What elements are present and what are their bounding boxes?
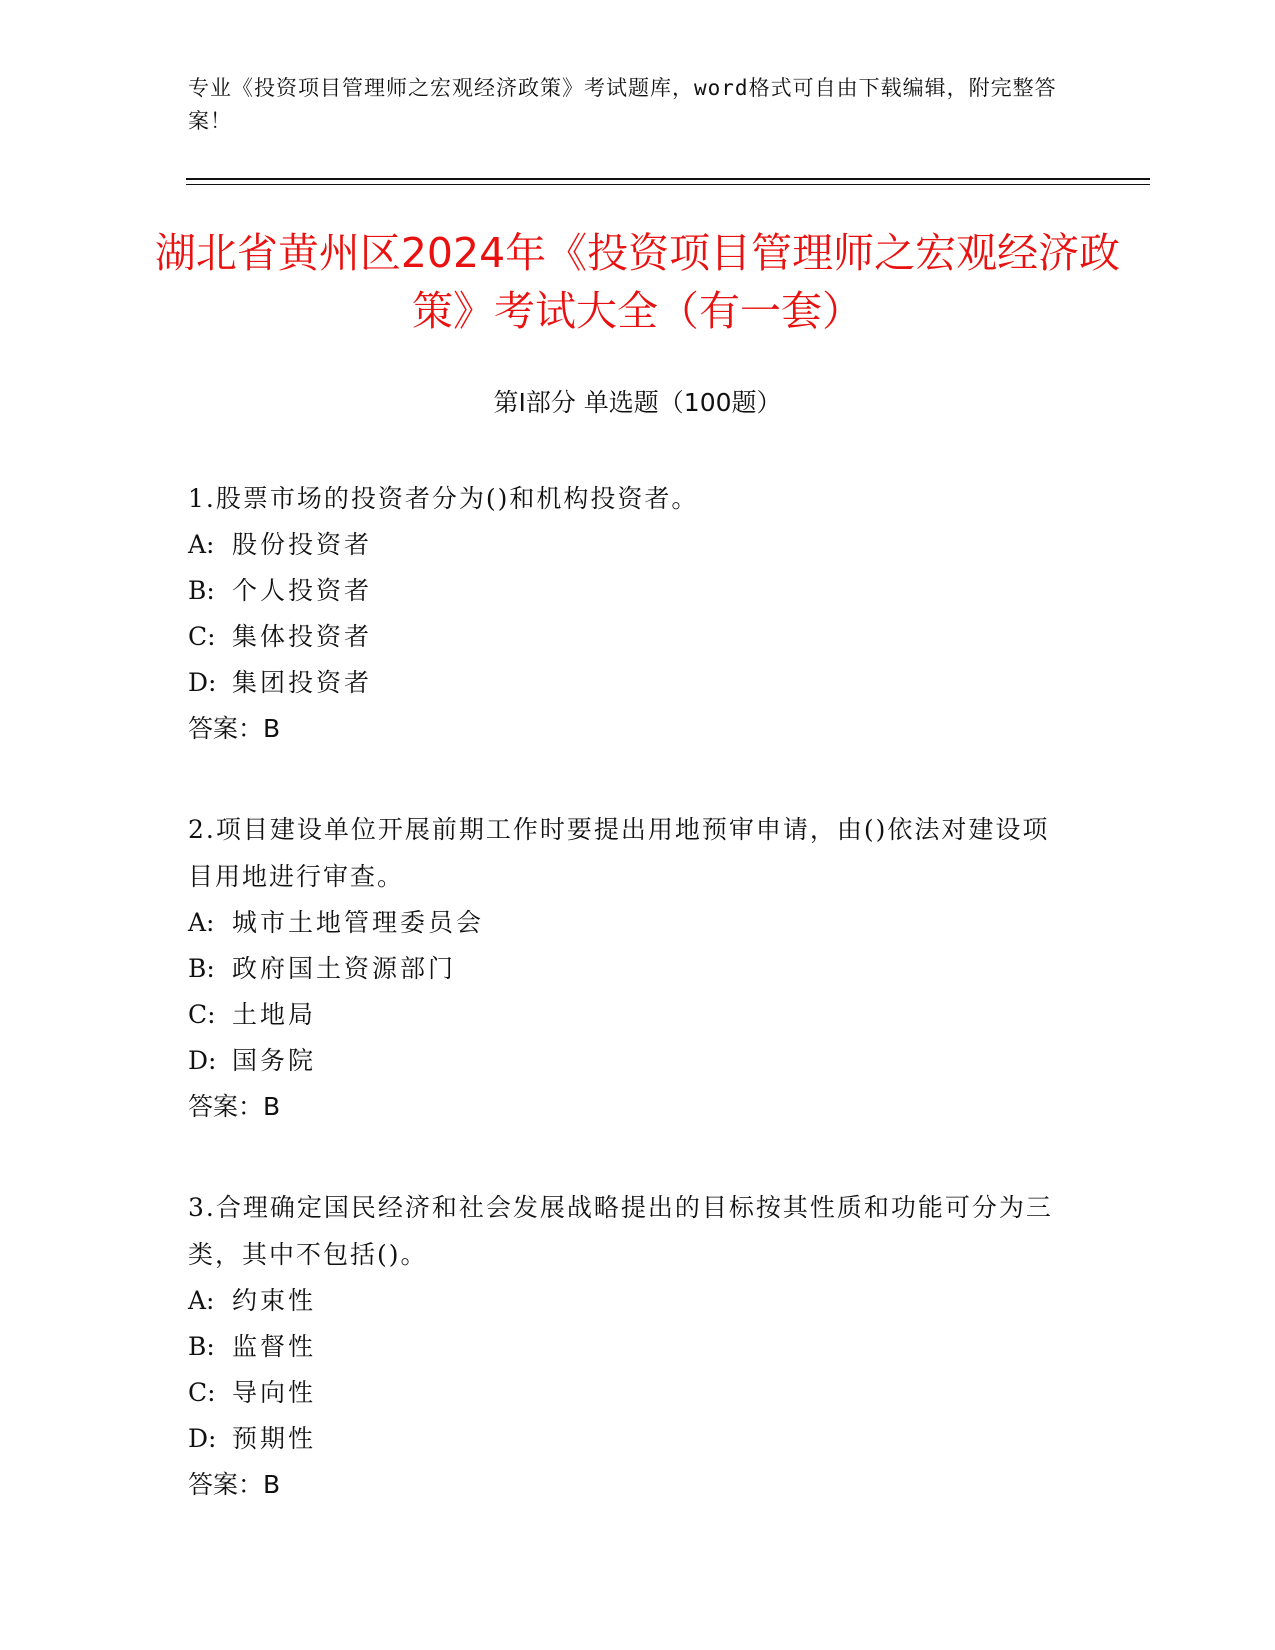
option-a: [188, 900, 1068, 946]
option-text: 约束性: [232, 1286, 317, 1315]
option-d: [188, 1038, 1068, 1084]
option-c: [188, 614, 1068, 660]
option-c: [188, 992, 1068, 1038]
question-stem: 3.合理确定国民经济和社会发展战略提出的目标按其性质和功能可分为三类，其中不包括()。: [188, 1193, 1053, 1269]
option-text: 集团投资者: [232, 668, 373, 697]
option-text: 土地局: [232, 1000, 317, 1029]
option-d: [188, 660, 1068, 706]
option-letter: C:: [188, 1378, 216, 1407]
option-text: 导向性: [232, 1378, 317, 1407]
question-answer: 答案：B: [188, 714, 281, 743]
question-stem: 1.股票市场的投资者分为()和机构投资者。: [188, 484, 699, 513]
option-letter: A:: [188, 530, 215, 559]
option-text: 国务院: [232, 1046, 317, 1075]
option-letter: C:: [188, 1000, 216, 1029]
option-letter: C:: [188, 622, 216, 651]
section-heading: 第Ⅰ部分 单选题（100题）: [493, 388, 782, 417]
option-letter: D:: [188, 1046, 217, 1075]
question-list: [188, 475, 1068, 1562]
option-text: 预期性: [232, 1424, 317, 1453]
document-title: 湖北省黄州区2024年《投资项目管理师之宏观经济政策》考试大全（有一套）: [154, 229, 1121, 335]
option-letter: A:: [188, 908, 215, 937]
option-a: [188, 522, 1068, 568]
option-letter: D:: [188, 668, 217, 697]
header-rule-thin: [186, 184, 1150, 185]
option-letter: B:: [188, 576, 215, 605]
option-text: 个人投资者: [232, 576, 373, 605]
header-rule-thick: [186, 178, 1150, 180]
question-2: [188, 806, 1068, 1130]
option-b: [188, 946, 1068, 992]
option-text: 政府国土资源部门: [232, 954, 457, 983]
option-text: 监督性: [232, 1332, 317, 1361]
option-letter: B:: [188, 1332, 215, 1361]
option-text: 集体投资者: [232, 622, 373, 651]
header-note: 专业《投资项目管理师之宏观经济政策》考试题库，word格式可自由下载编辑，附完整答案！: [188, 76, 1057, 133]
option-c: [188, 1370, 1068, 1416]
question-answer: 答案：B: [188, 1092, 281, 1121]
option-letter: A:: [188, 1286, 215, 1315]
option-d: [188, 1416, 1068, 1462]
option-letter: D:: [188, 1424, 217, 1453]
option-text: 城市土地管理委员会: [232, 908, 485, 937]
question-1: [188, 475, 1068, 752]
option-b: [188, 568, 1068, 614]
option-b: [188, 1324, 1068, 1370]
question-stem: 2.项目建设单位开展前期工作时要提出用地预审申请，由()依法对建设项目用地进行审查。: [188, 815, 1050, 891]
question-3: [188, 1184, 1068, 1508]
option-letter: B:: [188, 954, 215, 983]
question-answer: 答案：B: [188, 1470, 281, 1499]
option-a: [188, 1278, 1068, 1324]
option-text: 股份投资者: [232, 530, 373, 559]
